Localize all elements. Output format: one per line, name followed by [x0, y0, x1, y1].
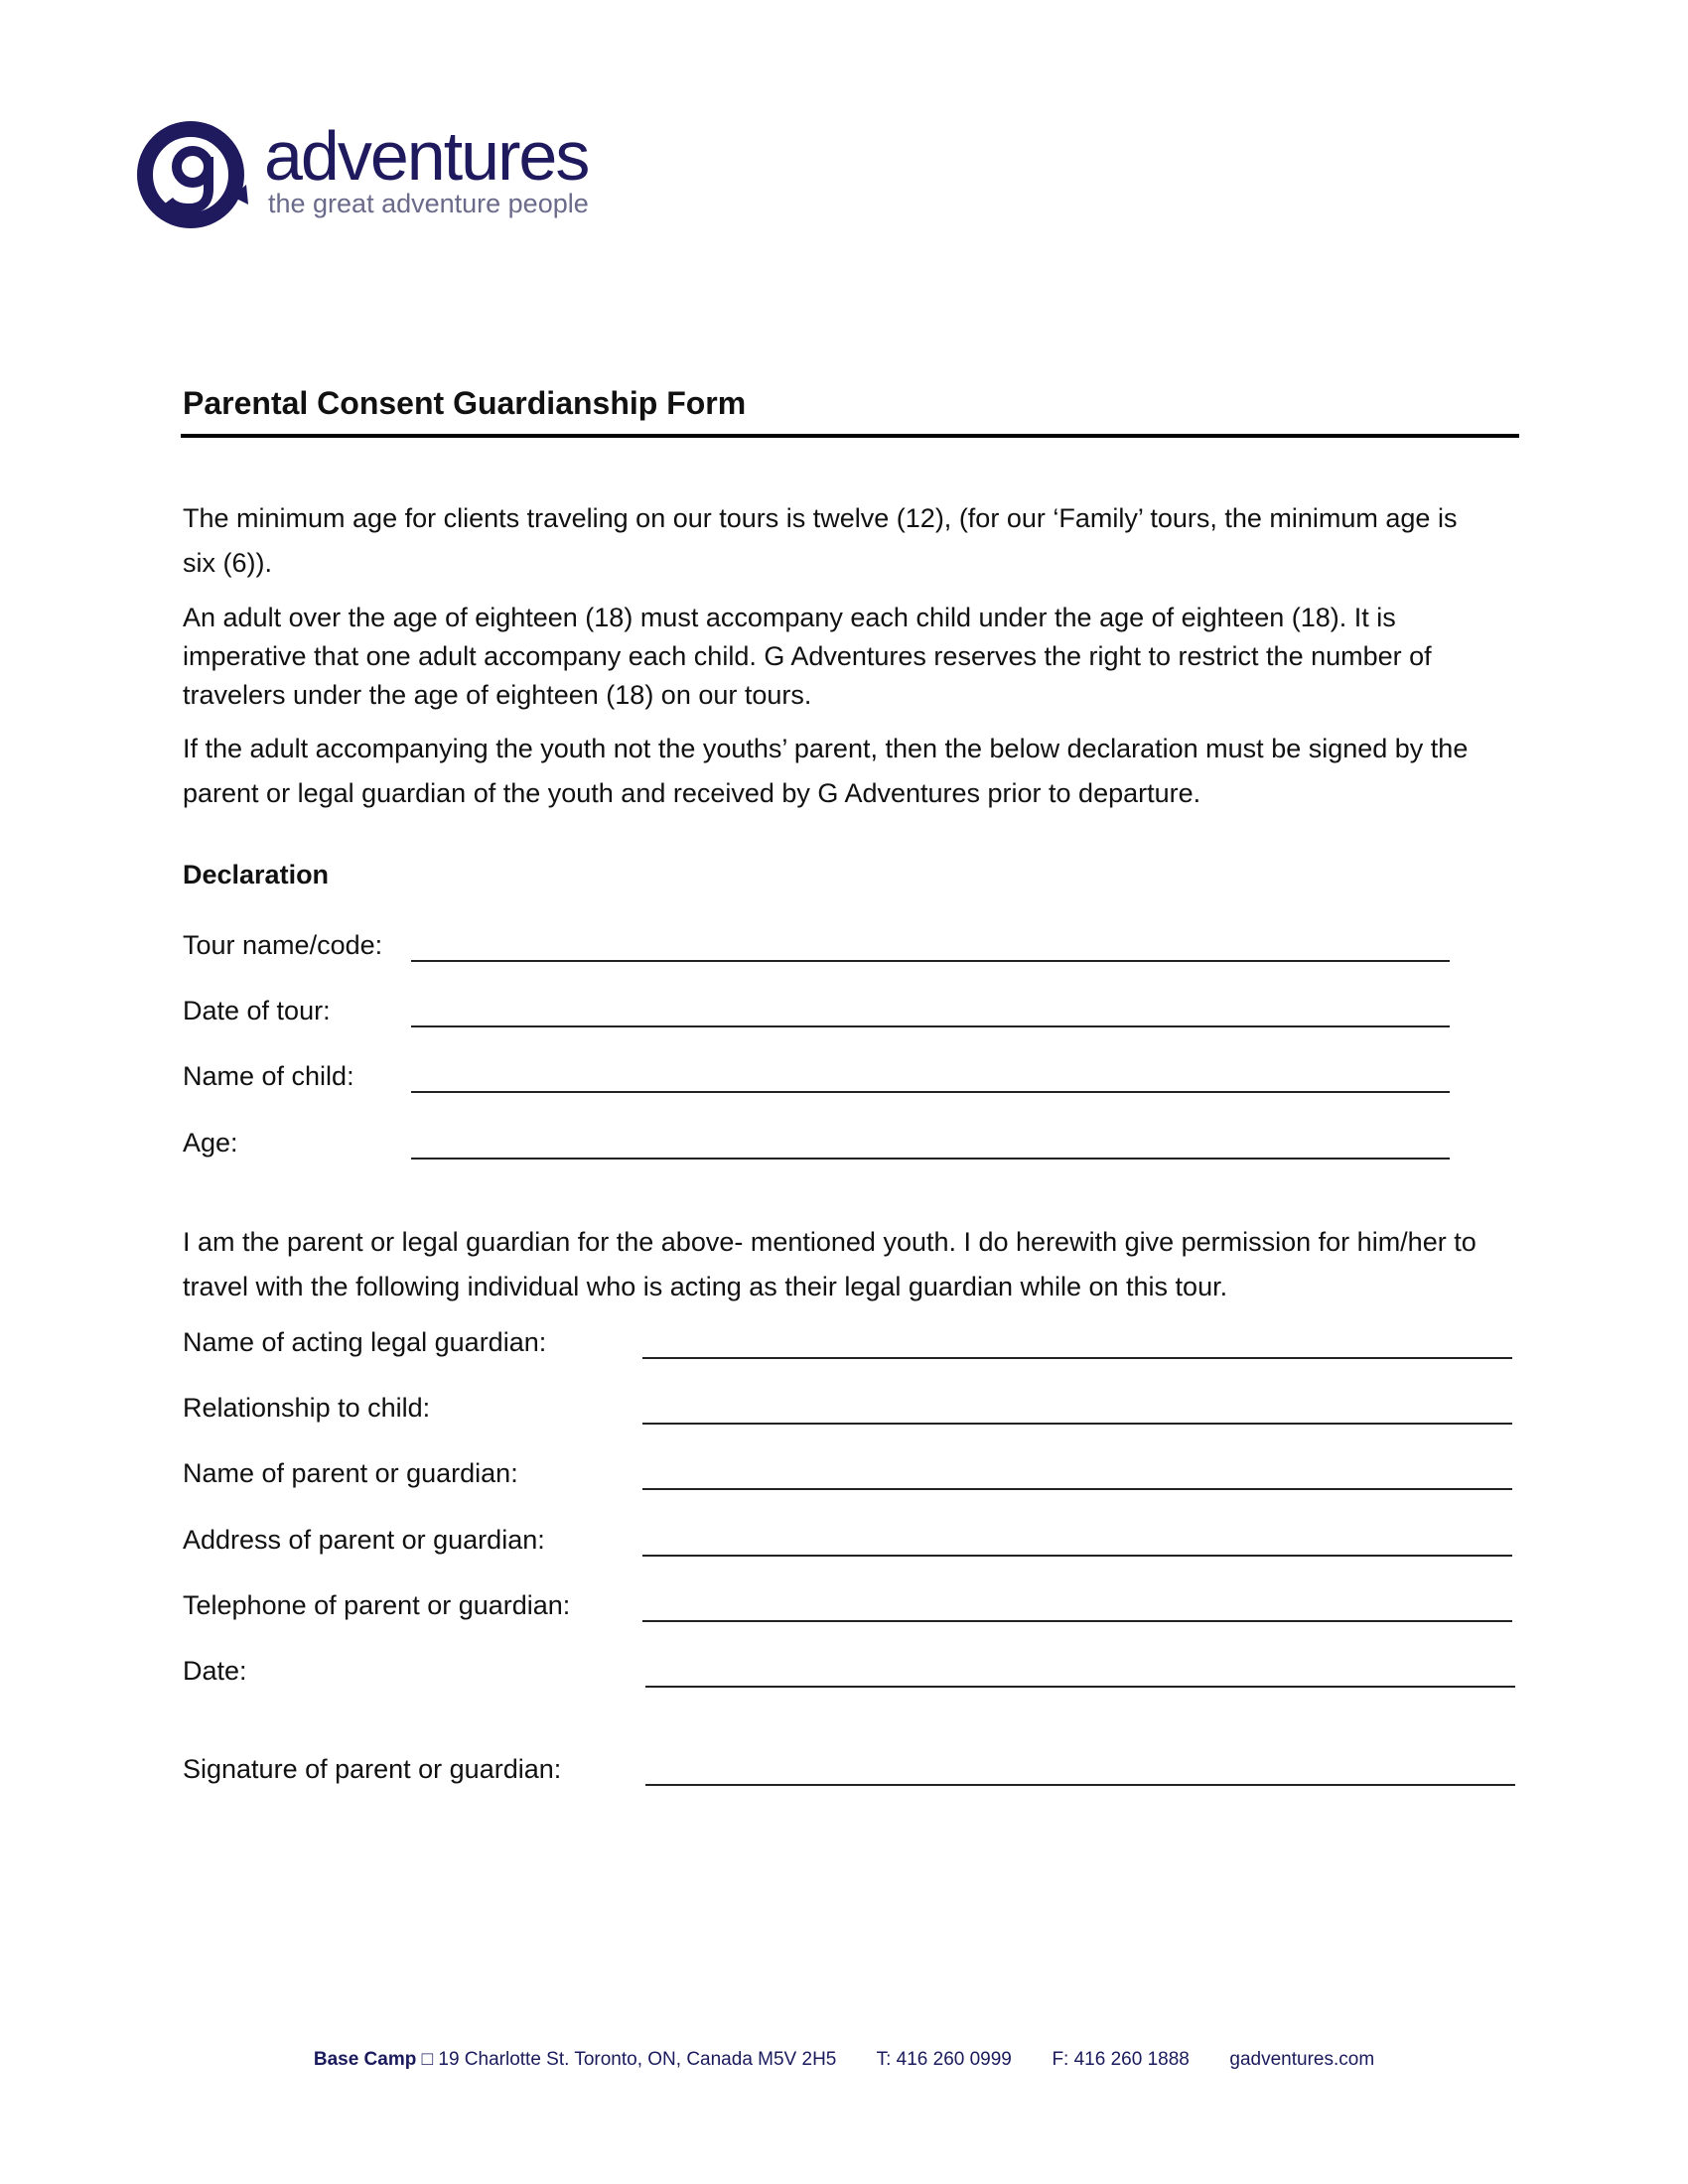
- intro-paragraph-adult: An adult over the age of eighteen (18) must accompany each child under the age of eighteen (18). It is imperative that one adult accompany each child. G Adventures reserves the right to restrict the number of travelers under the age of eighteen (18) on our tours.: [183, 603, 1432, 710]
- brand-tagline: the great adventure people: [268, 189, 589, 218]
- signature-input[interactable]: [645, 1784, 1515, 1786]
- tour-name-input[interactable]: [411, 960, 1450, 962]
- parent-telephone-input[interactable]: [642, 1620, 1512, 1622]
- footer-address: 19 Charlotte St. Toronto, ON, Canada M5V 2H5: [438, 2049, 837, 2070]
- field-label: Telephone of parent or guardian:: [183, 1590, 571, 1620]
- field-label: Tour name/code:: [183, 930, 383, 960]
- brand-name: adventures: [264, 117, 589, 195]
- footer-fax: F: 416 260 1888: [1052, 2049, 1190, 2070]
- field-label: Name of parent or guardian:: [183, 1458, 518, 1488]
- age-input[interactable]: [411, 1158, 1450, 1160]
- field-label: Signature of parent or guardian:: [183, 1754, 562, 1784]
- company-logo: [135, 117, 612, 236]
- field-label: Relationship to child:: [183, 1393, 431, 1423]
- footer-website-link[interactable]: gadventures.com: [1229, 2049, 1375, 2070]
- footer-office: Base Camp: [313, 2049, 417, 2070]
- relationship-input[interactable]: [642, 1423, 1512, 1425]
- date-of-tour-input[interactable]: [411, 1025, 1450, 1027]
- footer-phone: T: 416 260 0999: [876, 2049, 1012, 2070]
- intro-paragraph-declaration: If the adult accompanying the youth not the youths’ parent, then the below declaration must be signed by the parent or legal guardian of the youth and received by G Adventures prior to departure.: [183, 734, 1469, 808]
- title-divider: [181, 434, 1519, 438]
- page-footer: [0, 2049, 1688, 2071]
- parent-name-input[interactable]: [642, 1488, 1512, 1490]
- date-input[interactable]: [645, 1686, 1515, 1688]
- child-name-input[interactable]: [411, 1091, 1450, 1093]
- field-label: Date of tour:: [183, 996, 331, 1025]
- field-label: Date:: [183, 1656, 247, 1686]
- acting-guardian-input[interactable]: [642, 1357, 1512, 1359]
- permission-statement: I am the parent or legal guardian for the above- mentioned youth. I do herewith give permission for him/her to travel with the following individual who is acting as their legal guardian while on this tour.: [183, 1227, 1477, 1301]
- parent-address-input[interactable]: [642, 1555, 1512, 1557]
- g-logo-icon: [135, 117, 252, 234]
- field-label: Name of acting legal guardian:: [183, 1327, 547, 1357]
- footer-separator: □: [421, 2049, 434, 2070]
- page-title: Parental Consent Guardianship Form: [183, 385, 747, 421]
- declaration-heading: Declaration: [183, 860, 330, 889]
- field-label: Address of parent or guardian:: [183, 1525, 545, 1555]
- intro-paragraph-age: The minimum age for clients traveling on our tours is twelve (12), (for our ‘Family’ tours, the minimum age is six (6)).: [183, 503, 1458, 578]
- field-label: Name of child:: [183, 1061, 354, 1091]
- field-label: Age:: [183, 1128, 238, 1158]
